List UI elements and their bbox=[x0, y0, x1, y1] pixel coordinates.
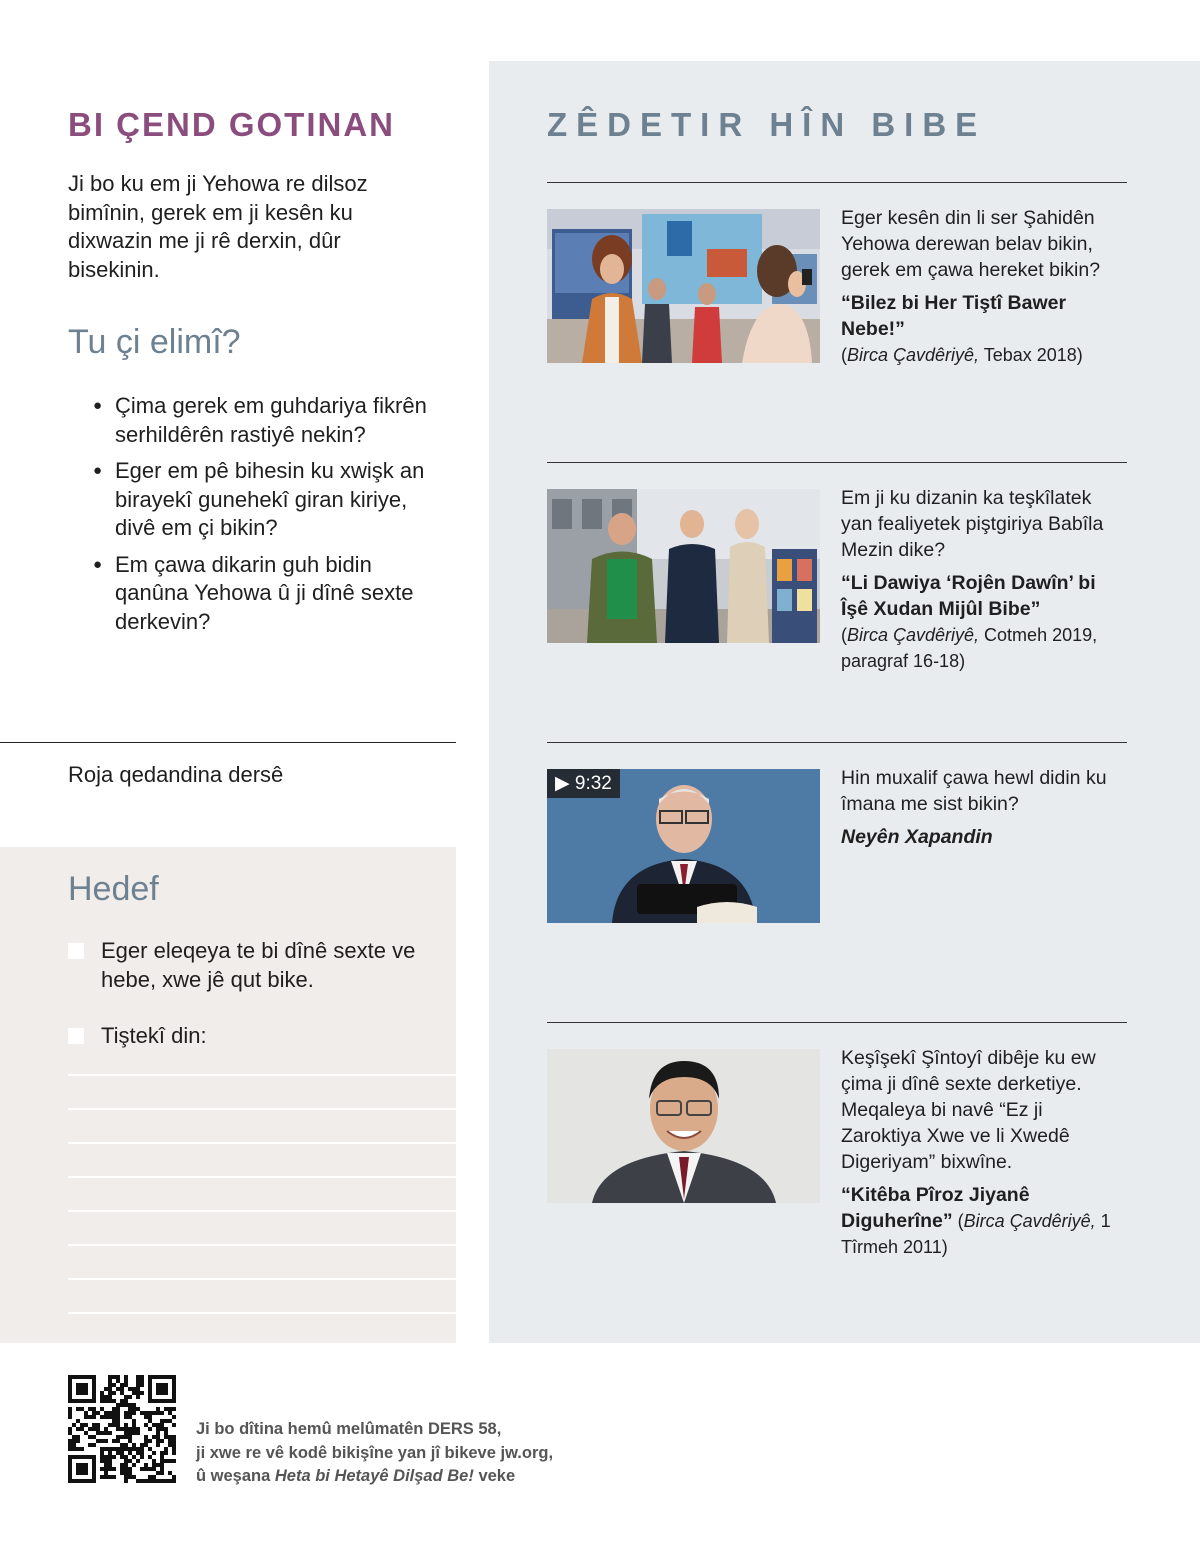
divider bbox=[0, 742, 456, 743]
card-question: Em ji ku dizanin ka teşkîlatek yan fealiyetek piştgiriya Babîla Mezin dike? bbox=[841, 487, 1104, 561]
smiling-man-portrait[interactable] bbox=[547, 1049, 820, 1203]
card-divider bbox=[547, 182, 1127, 183]
people-watching-screens-photo[interactable] bbox=[547, 209, 820, 363]
goal-item-label: Tiştekî din: bbox=[101, 1023, 207, 1048]
checkbox-icon[interactable] bbox=[68, 1028, 84, 1044]
article-link[interactable]: “Bilez bi Her Tiştî Bawer Nebe!” bbox=[841, 292, 1067, 340]
video-link[interactable]: Neyên Xapandin bbox=[841, 826, 993, 848]
write-in-line[interactable] bbox=[68, 1074, 456, 1076]
card-question: Eger kesên din li ser Şahidên Yehowa derewan belav bikin, gerek em çawa hereket bikin? bbox=[841, 207, 1101, 281]
speaker-video-thumbnail[interactable] bbox=[547, 769, 820, 923]
recap-list bbox=[90, 392, 450, 644]
recap-item: ● Em çawa dikarin guh bidin qanûna Yehowa û ji dînê sexte derkevin? bbox=[93, 551, 414, 634]
card-description bbox=[841, 205, 1121, 368]
recap-item: ● Eger em pê bihesin ku xwişk an birayekî gunehekî giran kiriye, divê em çi bikin? bbox=[93, 458, 425, 540]
bullet-icon: ● bbox=[93, 462, 103, 479]
write-in-line[interactable] bbox=[68, 1210, 456, 1212]
completion-date-label: Roja qedandina dersê bbox=[68, 762, 284, 787]
card-description bbox=[841, 1045, 1121, 1260]
article-source: (Birca Çavdêriyê, Cotmeh 2019, paragraf 16-18) bbox=[841, 625, 1098, 671]
write-in-line[interactable] bbox=[68, 1108, 456, 1110]
goal-item[interactable] bbox=[68, 937, 428, 994]
goal-title: Hedef bbox=[68, 870, 159, 908]
bullet-icon: ● bbox=[93, 555, 103, 573]
article-reference: “Kitêba Pîroz Jiyanê Diguherîne” (Birca Çavdêriyê, 1 Tîrmeh 2011) bbox=[841, 1184, 1111, 1257]
card-question: Hin muxalif çawa hewl didin ku îmana me sist bikin? bbox=[841, 767, 1107, 815]
card-description bbox=[841, 485, 1121, 674]
summary-title: BI ÇEND GOTINAN bbox=[68, 106, 395, 143]
witnesses-street-cart-photo[interactable] bbox=[547, 489, 820, 643]
write-in-line[interactable] bbox=[68, 1142, 456, 1144]
bullet-icon: ● bbox=[93, 397, 103, 414]
card-description bbox=[841, 765, 1121, 850]
write-in-line[interactable] bbox=[68, 1278, 456, 1280]
write-in-line[interactable] bbox=[68, 1312, 456, 1314]
qr-code[interactable] bbox=[68, 1375, 176, 1483]
recap-title: Tu çi elimî? bbox=[68, 323, 241, 361]
article-source: (Birca Çavdêriyê, Tebax 2018) bbox=[841, 345, 1083, 365]
card-divider bbox=[547, 1022, 1127, 1023]
recap-item: ● Çima gerek em guhdariya fikrên serhildêrên rastiyê nekin? bbox=[93, 393, 427, 447]
card-question: Keşîşekî Şîntoyî dibêje ku ew çima ji dînê sexte derketiye. Meqaleya bi navê “Ez ji Zaroktiya Xwe ve li Xwedê Digeriyam” bixwîne. bbox=[841, 1047, 1096, 1173]
article-link[interactable]: “Kitêba Pîroz Jiyanê Diguherîne” bbox=[841, 1184, 1030, 1232]
article-link[interactable]: “Li Dawiya ‘Rojên Dawîn’ bi Îşê Xudan Mijûl Bibe” bbox=[841, 572, 1096, 620]
checkbox-icon[interactable] bbox=[68, 943, 84, 959]
video-duration-badge: ▶ 9:32 bbox=[547, 769, 620, 798]
explore-title: ZÊDETIR HÎN BIBE bbox=[547, 106, 987, 143]
footer-note: Ji bo dîtina hemû melûmatên DERS 58, ji xwe re vê kodê bikişîne yan jî bikeve jw.org, û weşana Heta bi Hetayê Dilşad Be! veke bbox=[196, 1420, 554, 1485]
summary-text: Ji bo ku em ji Yehowa re dilsoz bimînin, gerek em ji kesên ku dixwazin me ji rê derxin, dûr bisekinin. bbox=[68, 171, 368, 282]
write-in-line[interactable] bbox=[68, 1176, 456, 1178]
goal-item-other[interactable] bbox=[68, 1022, 428, 1051]
goal-box bbox=[0, 847, 456, 1343]
card-divider bbox=[547, 462, 1127, 463]
write-in-line[interactable] bbox=[68, 1244, 456, 1246]
card-divider bbox=[547, 742, 1127, 743]
goal-item-label: Eger eleqeya te bi dînê sexte ve hebe, xwe jê qut bike. bbox=[101, 938, 416, 992]
